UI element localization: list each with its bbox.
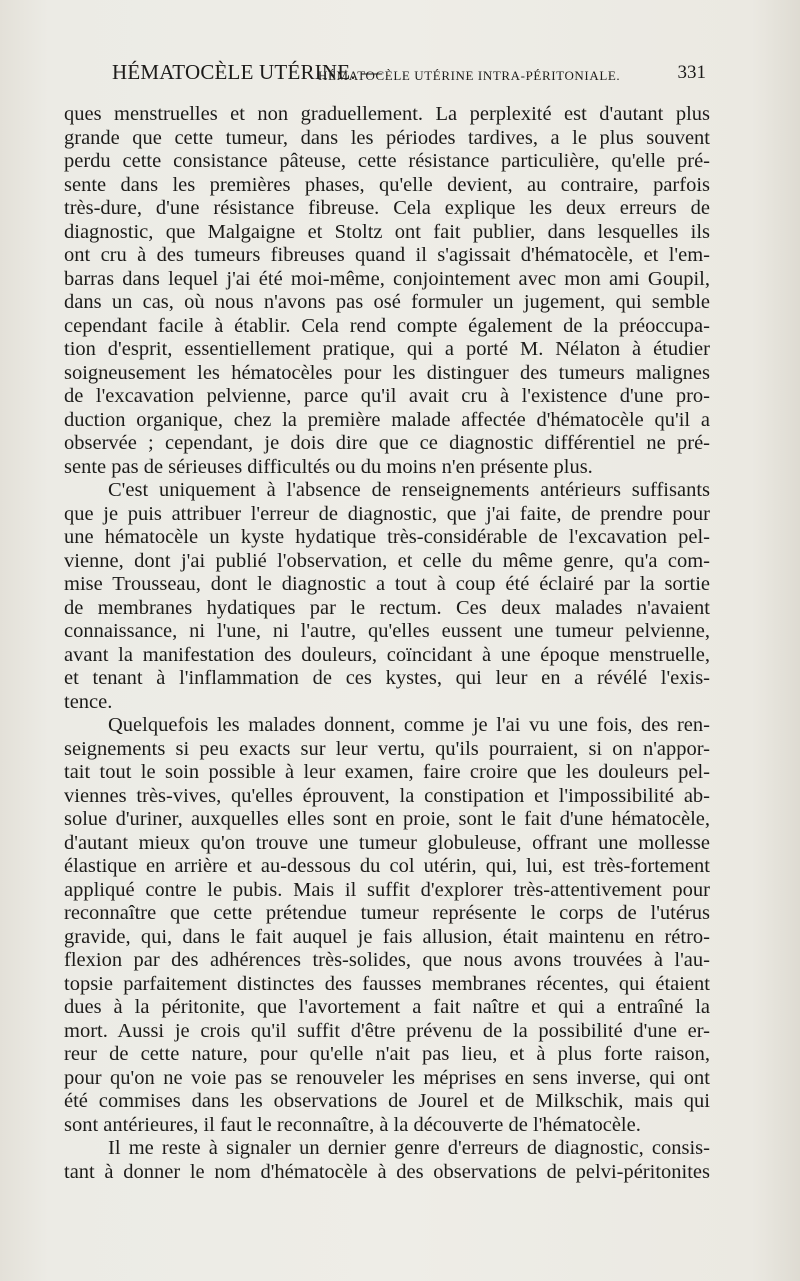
text-line: Il me reste à signaler un dernier genre d'erreurs de diagnostic, consis- bbox=[108, 1137, 710, 1159]
text-line: reur de cette nature, pour qu'elle n'ait pas lieu, et à plus forte raison, bbox=[64, 1043, 710, 1065]
text-line: C'est uniquement à l'absence de renseignements antérieurs suffisants bbox=[108, 479, 710, 501]
text-line: une hématocèle un kyste hydatique très-considérable de l'excavation pel- bbox=[64, 526, 710, 548]
text-line: avant la manifestation des douleurs, coïncidant à une époque menstruelle, bbox=[64, 643, 710, 666]
text-line: de membranes hydatiques par le rectum. Ces deux malades n'avaient bbox=[64, 596, 710, 619]
text-line: de l'excavation pelvienne, parce qu'il avait cru à l'existence d'une pro- bbox=[64, 385, 710, 407]
text-line: tait tout le soin possible à leur examen, faire croire que les douleurs pel- bbox=[64, 761, 710, 783]
text-line: barras dans lequel j'ai été moi-même, conjointement avec mon ami Goupil, bbox=[64, 267, 710, 290]
text-line: pour qu'on ne voie pas se renouveler les méprises en sens inverse, qui ont bbox=[64, 1066, 710, 1089]
text-line: solue d'uriner, auxquelles elles sont en proie, sont le fait d'une hématocèle, bbox=[64, 808, 710, 830]
text-line: mort. Aussi je crois qu'il suffit d'être prévenu de la possibilité d'une er- bbox=[64, 1019, 710, 1042]
text-line: connaissance, ni l'une, ni l'autre, qu'elles eussent une tumeur pelvienne, bbox=[64, 620, 710, 642]
running-header bbox=[112, 60, 706, 94]
text-line: cependant facile à établir. Cela rend compte également de la préoccupa- bbox=[64, 314, 710, 337]
text-line: sont antérieures, il faut le reconnaître, à la découverte de l'hématocèle. bbox=[64, 1113, 641, 1136]
text-line: soigneusement les hématocèles pour les distinguer des tumeurs malignes bbox=[64, 361, 710, 384]
text-line: élastique en arrière et au-dessous du col utérin, qui, lui, est très-fortement bbox=[64, 855, 710, 877]
text-line: été commises dans les observations de Jourel et de Milkschik, mais qui bbox=[64, 1090, 710, 1112]
text-line: duction organique, chez la première malade affectée d'hématocèle qu'il a bbox=[64, 408, 710, 431]
text-line: d'autant mieux qu'on trouve une tumeur globuleuse, offrant une mollesse bbox=[64, 831, 710, 854]
text-line: tion d'esprit, essentiellement pratique, qui a porté M. Nélaton à étudier bbox=[64, 338, 710, 360]
text-line: grande que cette tumeur, dans les périodes tardives, a le plus souvent bbox=[64, 126, 710, 149]
text-line: viennes très-vives, qu'elles éprouvent, la constipation et l'impossibilité ab- bbox=[64, 784, 710, 807]
text-line: et tenant à l'inflammation de ces kystes, qui leur en a révélé l'exis- bbox=[64, 667, 710, 689]
text-line: ont cru à des tumeurs fibreuses quand il s'agissait d'hématocèle, et l'em- bbox=[64, 244, 710, 266]
text-line: tence. bbox=[64, 690, 113, 713]
text-line: que je puis attribuer l'erreur de diagnostic, que j'ai faite, de prendre pour bbox=[64, 502, 710, 525]
running-subtitle: HÉMATOCÈLE UTÉRINE INTRA-PÉRITONIALE. bbox=[318, 68, 621, 83]
text-line: diagnostic, que Malgaigne et Stoltz ont fait publier, dans lesquelles ils bbox=[64, 220, 710, 243]
text-line: dans un cas, où nous n'avons pas osé formuler un jugement, qui semble bbox=[64, 291, 710, 313]
text-line: tant à donner le nom d'hématocèle à des observations de pelvi-péritonites bbox=[64, 1160, 710, 1183]
text-line: seignements si peu exacts sur leur vertu, qu'ils pourraient, si on n'appor- bbox=[64, 737, 710, 760]
text-line: topsie parfaitement distinctes des fausses membranes récentes, qui étaient bbox=[64, 972, 710, 995]
body-text bbox=[64, 103, 710, 1184]
running-title: HÉMATOCÈLE UTÉRINE. — bbox=[112, 60, 383, 84]
text-line: reconnaître que cette prétendue tumeur représente le corps de l'utérus bbox=[64, 902, 710, 924]
text-line: très-dure, d'une résistance fibreuse. Cela explique les deux erreurs de bbox=[64, 197, 710, 219]
text-line: sente dans les premières phases, qu'elle devient, au contraire, parfois bbox=[64, 173, 710, 196]
text-line: mise Trousseau, dont le diagnostic a tout à coup été éclairé par la sortie bbox=[64, 573, 710, 595]
text-line: flexion par des adhérences très-solides, que nous avons trouvées à l'au- bbox=[64, 949, 710, 971]
text-line: dues à la péritonite, que l'avortement a fait naître et qui a entraîné la bbox=[64, 996, 710, 1018]
text-line: ques menstruelles et non graduellement. La perplexité est d'autant plus bbox=[64, 103, 710, 125]
page-number: 331 bbox=[677, 62, 706, 83]
text-line: observée ; cependant, je dois dire que ce diagnostic différentiel ne pré- bbox=[64, 432, 710, 454]
text-line: vienne, dont j'ai publié l'observation, et celle du même genre, qu'a com- bbox=[64, 549, 710, 572]
text-line: Quelquefois les malades donnent, comme je l'ai vu une fois, des ren- bbox=[108, 714, 710, 736]
text-line: perdu cette consistance pâteuse, cette résistance particulière, qu'elle pré- bbox=[64, 150, 710, 172]
text-line: appliqué contre le pubis. Mais il suffit d'explorer très-attentivement pour bbox=[64, 878, 710, 901]
text-line: sente pas de sérieuses difficultés ou du moins n'en présente plus. bbox=[64, 455, 593, 478]
text-line: gravide, qui, dans le fait auquel je fais allusion, était maintenu en rétro- bbox=[64, 925, 710, 948]
